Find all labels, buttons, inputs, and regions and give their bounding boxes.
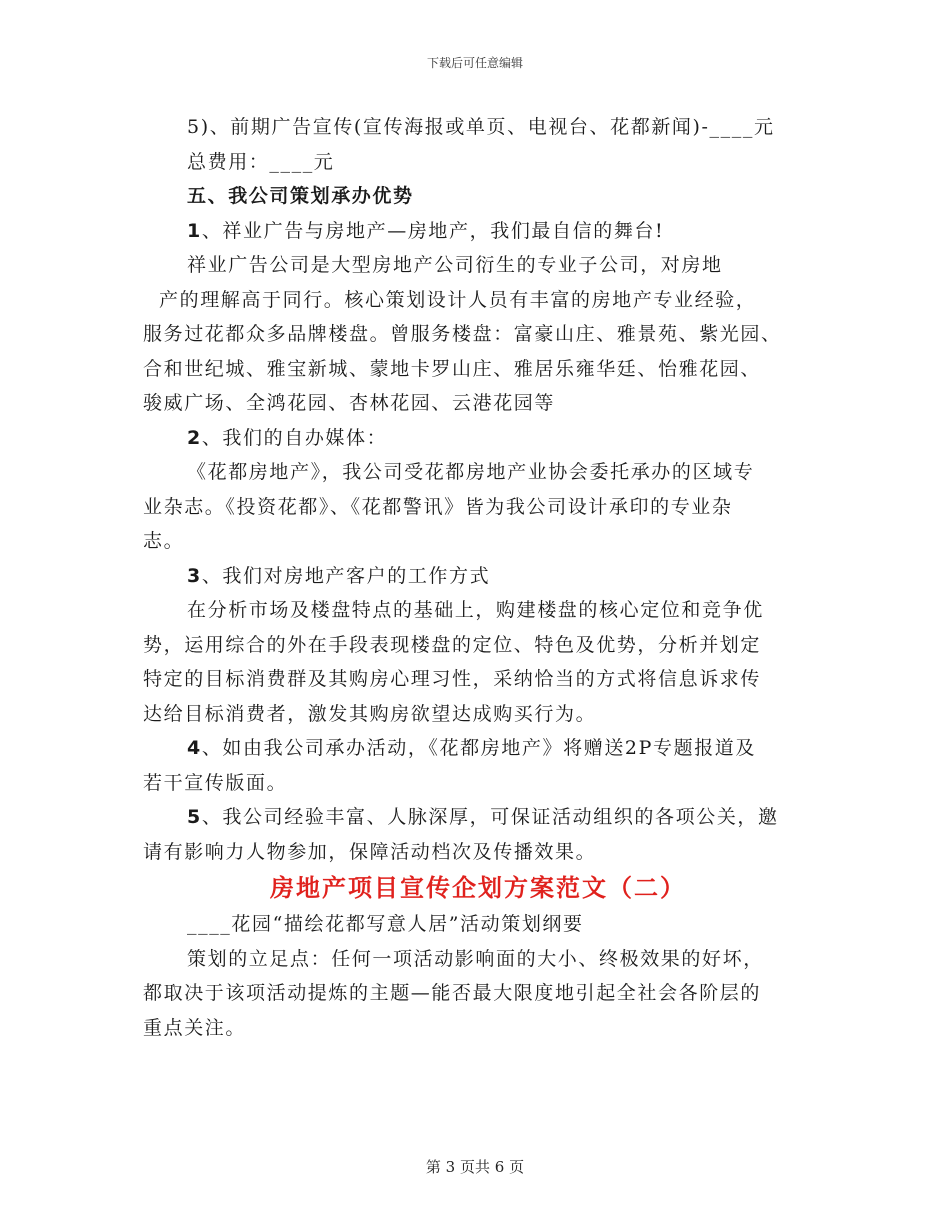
paragraph-line: 势，运用综合的外在手段表现楼盘的定位、特色及优势，分析并划定 [143,633,762,656]
numbered-item [143,800,813,835]
paragraph-line: 都取决于该项活动提炼的主题—能否最大限度地引起全社会各阶层的 [143,982,762,1004]
item-number: 2 [187,426,202,449]
paragraph-line: 达给目标消费者，激发其购房欲望达成购买行为。 [143,702,597,725]
paragraph-line: 服务过花都众多品牌楼盘。曾服务楼盘：富豪山庄、雅景苑、紫光园、 [143,323,782,345]
paragraph-line: 产的理解高于同行。核心策划设计人员有丰富的房地产专业经验， [159,288,757,311]
page-footer: 第 3 页共 6 页 [425,1158,525,1176]
paragraph-line: 策划的立足点：任何一项活动影响面的大小、终极效果的好坏， [187,947,764,970]
item-number: 5 [187,806,202,828]
paragraph-line: 合和世纪城、雅宝新城、蒙地卡罗山庄、雅居乐雍华廷、怡雅花园、 [143,357,762,380]
paragraph-line: 若干宣传版面。 [143,771,288,794]
paragraph-line: ____花园“描绘花都写意人居”活动策划纲要 [187,913,584,935]
paragraph-line: 请有影响力人物参加，保障活动档次及传播效果。 [143,840,597,863]
paragraph-line: 特定的目标消费群及其购房心理习性，采纳恰当的方式将信息诉求传 [143,668,762,690]
item-text: 、我公司经验丰富、人脉深厚，可保证活动组织的各项公关，邀 [201,806,779,828]
numbered-item [143,559,813,594]
item-text: 、我们的自办媒体： [201,426,388,449]
paragraph-line: 《花都房地产》，我公司受花都房地产业协会委托承办的区域专 [187,461,755,483]
page-header: 下载后可任意编辑 [426,56,523,70]
paragraph-line: 志。 [143,530,185,552]
paragraph-line: 重点关注。 [143,1016,247,1039]
numbered-item [143,421,813,456]
numbered-item [143,731,813,766]
paragraph-line: 5)、前期广告宣传(宣传海报或单页、电视台、花都新闻)-____元 [187,116,775,138]
item-text: 、我们对房地产客户的工作方式 [201,564,491,587]
item-text: 、如由我公司承办活动，《花都房地产》将赠送2P专题报道及 [201,737,757,759]
item-number: 1 [187,219,202,242]
item-number: 3 [187,564,202,587]
paragraph-line: 总费用：____元 [187,150,335,173]
paragraph-line: 祥业广告公司是大型房地产公司衍生的专业子公司，对房地 [187,254,723,276]
item-number: 4 [187,737,202,759]
document-body [143,110,813,1045]
section-heading: 五、我公司策划承办优势 [187,185,414,207]
section-title: 房地产项目宣传企划方案范文（二） [270,874,686,902]
paragraph-line: 在分析市场及楼盘特点的基础上，购建楼盘的核心定位和竞争优 [187,599,764,621]
item-text: 、祥业广告与房地产—房地产，我们最自信的舞台! [201,219,665,242]
numbered-item [143,214,813,249]
paragraph-line: 骏威广场、全鸿花园、杏林花园、云港花园等 [143,392,556,414]
paragraph-line: 业杂志。《投资花都》、《花都警讯》皆为我公司设计承印的专业杂 [143,495,733,518]
